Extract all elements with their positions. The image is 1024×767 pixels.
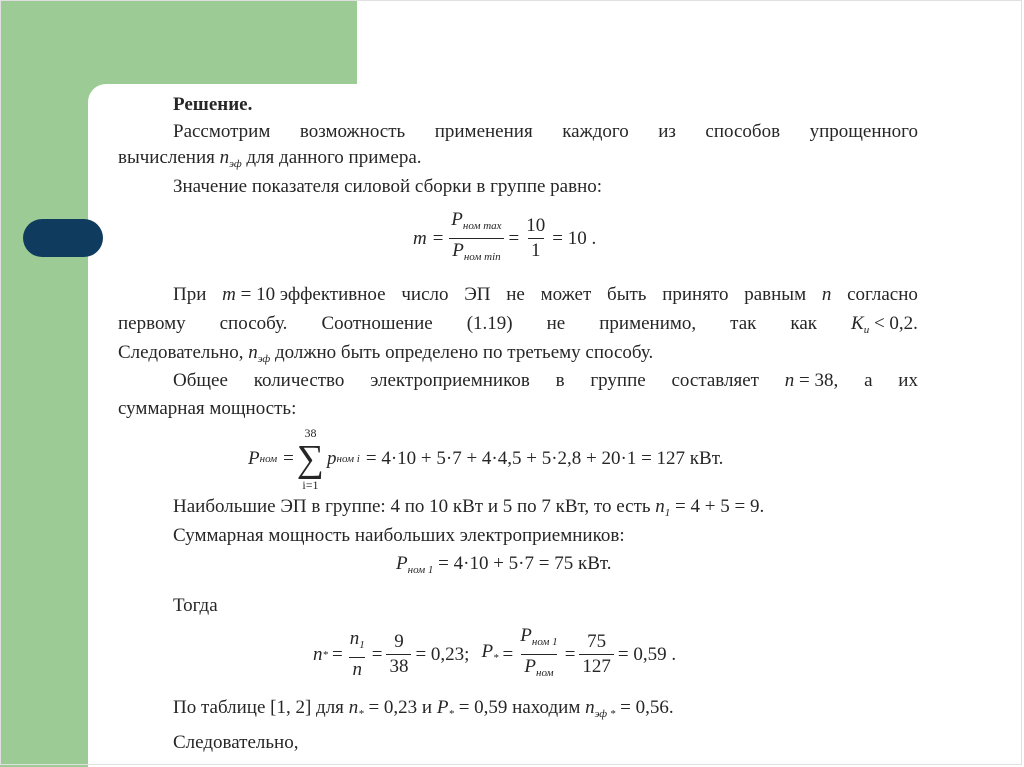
numerator	[517, 624, 560, 654]
equals: =	[564, 643, 576, 665]
word: = 10 эффективное	[240, 284, 386, 305]
sum-lower-limit: i=1	[302, 478, 319, 492]
fraction-n1-n	[347, 627, 368, 682]
equals: =	[371, 643, 383, 665]
navy-pill-decoration	[23, 219, 103, 257]
word: быть	[607, 284, 647, 305]
subscript: ном	[259, 453, 278, 465]
variable: P	[481, 640, 494, 662]
subscript: эф	[257, 353, 271, 365]
equals: =	[502, 643, 514, 665]
variable: P	[436, 697, 449, 718]
text: = 0,59 находим	[453, 697, 586, 718]
numerator: 10	[526, 215, 546, 236]
word: число	[401, 284, 449, 305]
denominator: 38	[386, 654, 411, 679]
word: способу.	[219, 313, 288, 334]
variable: P	[452, 240, 464, 261]
denominator	[349, 657, 365, 682]
variable: n	[585, 697, 595, 718]
equation-p-sum	[248, 426, 723, 492]
subscript: 1	[359, 639, 365, 651]
paragraph-line-4	[173, 283, 918, 307]
subscript: *	[493, 651, 499, 664]
variable: K	[851, 313, 864, 334]
text: должно быть определено по третьему способу.	[270, 342, 654, 363]
subscript: эф *	[594, 708, 616, 720]
word: а	[864, 370, 873, 391]
word: может	[540, 284, 592, 305]
solution-heading: Решение.	[173, 94, 253, 115]
text: = 0,56.	[615, 697, 674, 718]
result: = 0,23;	[415, 643, 470, 665]
subscript: ном 1	[531, 636, 558, 648]
paragraph-line-10: Суммарная мощность наибольших электроприемников:	[173, 525, 625, 546]
paragraph-line-13: Следовательно,	[173, 732, 299, 753]
fraction-75-127	[579, 630, 614, 679]
paragraph-line-5	[118, 312, 918, 342]
word: Общее	[173, 370, 228, 391]
word: При	[173, 284, 207, 305]
subscript: ном	[536, 667, 554, 679]
numerator: 75	[587, 631, 607, 652]
word: (1.19)	[466, 313, 513, 334]
text: вычисления	[118, 147, 215, 168]
text: для данного примера.	[241, 147, 422, 168]
word: применимо,	[599, 313, 697, 334]
paragraph-line-2	[118, 146, 422, 176]
word: их	[898, 370, 918, 391]
equals: =	[508, 227, 520, 249]
variable: P	[524, 656, 536, 677]
denominator: 127	[579, 654, 614, 679]
fraction-pnom1-pnom	[517, 624, 560, 685]
variable: P	[451, 209, 463, 230]
subscript: эф	[229, 158, 242, 170]
word: Рассмотрим	[173, 121, 271, 142]
eq-rhs: = 10 .	[552, 227, 597, 249]
equation-m	[413, 208, 596, 269]
eq-lhs: m =	[413, 227, 445, 249]
equals: =	[283, 448, 294, 469]
paragraph-line-9	[173, 495, 764, 525]
word: электроприемников	[370, 370, 530, 391]
paragraph-line-11: Тогда	[173, 595, 218, 616]
text: По таблице [1, 2] для	[173, 697, 349, 718]
subscript: и	[863, 324, 870, 336]
subscript: 1	[664, 507, 671, 519]
variable: n	[352, 659, 362, 680]
equation-ratios	[313, 624, 676, 685]
equals: =	[332, 643, 343, 665]
numerator: 9	[394, 631, 404, 652]
word: ЭП	[464, 284, 491, 305]
word: < 0,2.	[873, 313, 918, 334]
word: не	[546, 313, 566, 334]
subscript: *	[358, 708, 364, 720]
word: из	[658, 121, 676, 142]
paragraph-line-3: Значение показателя силовой сборки в группе равно:	[173, 176, 603, 197]
word: способов	[705, 121, 781, 142]
word: согласно	[847, 284, 918, 305]
eq-rhs: = 4·10 + 5·7 + 4·4,5 + 5·2,8 + 20·1 = 127 кВт.	[365, 448, 724, 469]
result: = 0,59 .	[617, 643, 677, 665]
fraction-pmax-pmin	[448, 208, 504, 269]
paragraph-line-8: суммарная мощность:	[118, 398, 297, 419]
variable: m	[222, 284, 236, 305]
denominator	[449, 238, 503, 269]
word: равным	[744, 284, 807, 305]
variable: P	[396, 553, 408, 574]
text: = 0,23 и	[363, 697, 437, 718]
word: первому	[118, 313, 186, 334]
fraction-10-1	[523, 214, 548, 263]
variable: P	[520, 625, 532, 646]
paragraph-line-6	[118, 341, 653, 371]
numerator	[347, 627, 368, 657]
subscript: ном min	[463, 251, 501, 263]
text: Следовательно,	[118, 342, 244, 363]
subscript: *	[322, 648, 328, 661]
subscript: *	[448, 708, 454, 720]
denominator	[521, 654, 556, 685]
word: упрощенного	[809, 121, 918, 142]
subscript: ном 1	[407, 564, 434, 576]
word: так	[730, 313, 757, 334]
denominator: 1	[528, 238, 544, 263]
subscript: ном i	[336, 453, 360, 465]
word: составляет	[671, 370, 759, 391]
variable: n	[248, 342, 258, 363]
text: = 4 + 5 = 9.	[670, 496, 765, 517]
numerator	[448, 208, 504, 238]
sum-upper-limit: 38	[304, 426, 317, 440]
word: применения	[434, 121, 533, 142]
variable: n	[348, 697, 359, 718]
word: количество	[253, 370, 345, 391]
word: как	[790, 313, 817, 334]
word: = 38,	[799, 370, 839, 391]
word: группе	[590, 370, 646, 391]
variable: n	[219, 147, 230, 168]
word: принято	[662, 284, 729, 305]
word: Соотношение	[321, 313, 433, 334]
word: возможность	[299, 121, 406, 142]
text: Наибольшие ЭП в группе: 4 по 10 кВт и 5 по 7 кВт, то есть	[173, 496, 656, 517]
variable: n	[821, 284, 832, 305]
word: каждого	[562, 121, 629, 142]
paragraph-line-1	[173, 120, 918, 144]
word: не	[506, 284, 525, 305]
sum-operator	[297, 426, 324, 492]
variable: n	[784, 370, 795, 391]
paragraph-line-7	[173, 369, 918, 393]
document-content	[118, 84, 918, 764]
paragraph-line-12	[173, 696, 674, 726]
variable: n	[655, 496, 665, 517]
fraction-9-38	[386, 630, 411, 679]
equation-p1	[396, 552, 612, 582]
variable: n	[313, 643, 323, 665]
variable: p	[326, 448, 337, 469]
sigma-icon: ∑	[296, 438, 324, 480]
word: в	[555, 370, 565, 391]
eq-rhs: = 4·10 + 5·7 = 75 кВт.	[438, 553, 612, 574]
variable: n	[349, 628, 360, 649]
subscript: ном max	[462, 220, 502, 232]
variable: P	[248, 448, 260, 469]
